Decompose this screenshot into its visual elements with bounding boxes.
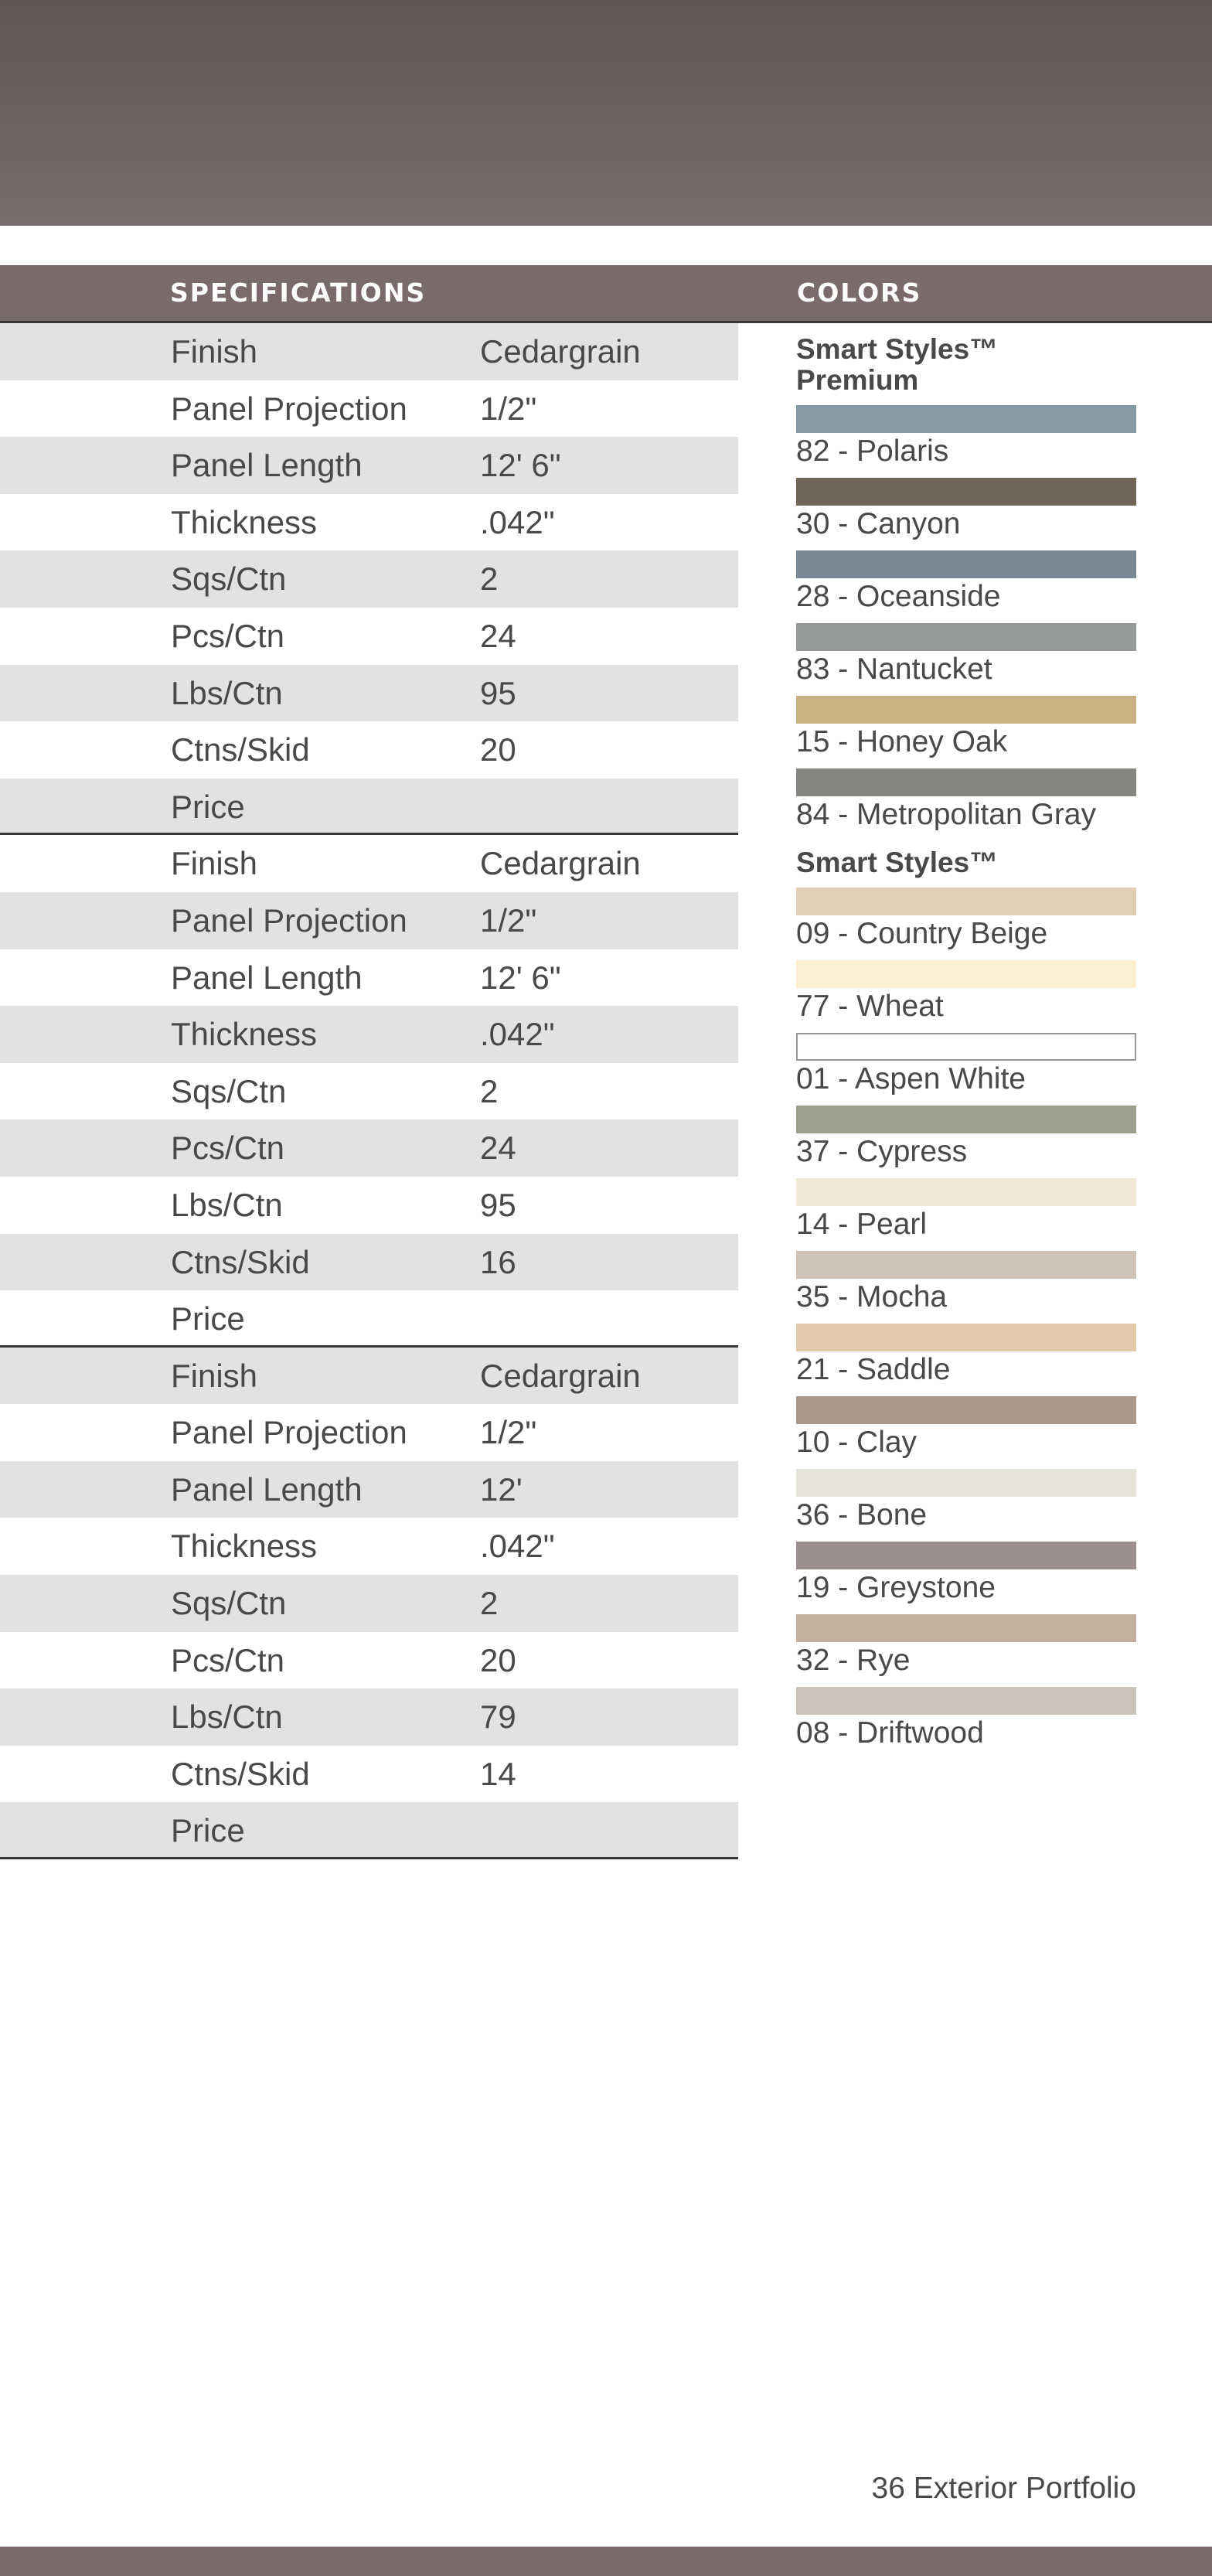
color-name: 83 - Nantucket: [796, 653, 992, 686]
color-swatch: [796, 1251, 1136, 1279]
color-swatch: [796, 1542, 1136, 1569]
color-swatch: [796, 1687, 1136, 1715]
spec-row: [0, 1234, 738, 1291]
spec-value: 2: [480, 1072, 499, 1109]
spec-label: Pcs/Ctn: [171, 1130, 285, 1167]
color-name: 84 - Metropolitan Gray: [796, 798, 1097, 831]
spec-value: .042": [480, 503, 555, 540]
spec-label: Price: [171, 1300, 245, 1337]
spec-row: [0, 1290, 738, 1348]
spec-label: Sqs/Ctn: [171, 1585, 287, 1622]
spec-label: Price: [171, 1812, 245, 1849]
spec-row: [0, 1575, 738, 1632]
spec-label: Panel Projection: [171, 390, 407, 427]
spec-value: 24: [480, 617, 516, 654]
color-swatch: [796, 1469, 1136, 1497]
spec-row: [0, 380, 738, 438]
spec-label: Panel Projection: [171, 901, 407, 939]
color-swatch: [796, 960, 1136, 988]
spec-row: [0, 1688, 738, 1746]
spec-row: [0, 608, 738, 665]
color-name: 82 - Polaris: [796, 434, 949, 468]
spec-row: [0, 949, 738, 1007]
spec-row: [0, 1461, 738, 1518]
color-swatch: [796, 1614, 1136, 1642]
color-name: 19 - Greystone: [796, 1571, 996, 1604]
spec-label: Panel Projection: [171, 1414, 407, 1451]
spec-row: [0, 892, 738, 949]
color-name: 15 - Honey Oak: [796, 725, 1008, 758]
color-group-title-line: Smart Styles™: [796, 333, 999, 365]
spec-row: [0, 779, 738, 836]
color-name: 10 - Clay: [796, 1426, 918, 1459]
spec-value: Cedargrain: [480, 845, 641, 882]
spec-row: [0, 1006, 738, 1063]
color-name: 09 - Country Beige: [796, 917, 1048, 950]
color-swatch: [796, 696, 1136, 724]
color-group-title-line: Smart Styles™: [796, 847, 999, 878]
colors-heading: COLORS: [797, 278, 922, 308]
color-swatch: [796, 550, 1136, 578]
spec-row: [0, 721, 738, 779]
spec-value: 1/2": [480, 1414, 537, 1451]
spec-label: Finish: [171, 333, 258, 370]
color-swatch: [796, 888, 1136, 915]
page-footer-label: 36 Exterior Portfolio: [871, 2472, 1136, 2505]
color-group-title: [796, 847, 1138, 878]
spec-value: 12': [480, 1470, 523, 1508]
spec-label: Ctns/Skid: [171, 1243, 310, 1280]
color-swatch: [796, 1396, 1136, 1424]
spec-label: Thickness: [171, 503, 318, 540]
spec-value: 14: [480, 1755, 516, 1792]
color-swatch: [796, 1033, 1136, 1061]
color-swatch: [796, 1178, 1136, 1206]
spec-row: [0, 1518, 738, 1575]
color-name: 36 - Bone: [796, 1498, 928, 1532]
color-name: 32 - Rye: [796, 1644, 911, 1677]
spec-row: [0, 835, 738, 892]
spec-value: 1/2": [480, 901, 537, 939]
color-name: 21 - Saddle: [796, 1353, 951, 1386]
spec-row: [0, 437, 738, 494]
color-name: 77 - Wheat: [796, 990, 944, 1023]
color-name: 14 - Pearl: [796, 1208, 928, 1241]
spec-value: .042": [480, 1016, 555, 1053]
spec-value: Cedargrain: [480, 1357, 641, 1394]
color-swatch: [796, 478, 1136, 506]
color-name: 08 - Driftwood: [796, 1716, 984, 1750]
spec-label: Finish: [171, 845, 258, 882]
spec-row: [0, 1063, 738, 1120]
spec-value: 20: [480, 731, 516, 768]
spec-row: [0, 1802, 738, 1859]
spec-label: Pcs/Ctn: [171, 617, 285, 654]
spec-row: [0, 1119, 738, 1177]
spec-row: [0, 665, 738, 722]
spec-row: [0, 550, 738, 608]
spec-value: 24: [480, 1130, 516, 1167]
spec-value: Cedargrain: [480, 333, 641, 370]
spec-label: Sqs/Ctn: [171, 561, 287, 598]
spec-row: [0, 494, 738, 551]
spec-row: [0, 1632, 738, 1689]
spec-value: .042": [480, 1528, 555, 1565]
spec-value: 2: [480, 561, 499, 598]
color-group-title-line: Premium: [796, 364, 919, 396]
spec-label: Ctns/Skid: [171, 1755, 310, 1792]
spec-label: Ctns/Skid: [171, 731, 310, 768]
specifications-heading: SPECIFICATIONS: [170, 278, 427, 308]
spec-label: Panel Length: [171, 959, 363, 996]
spec-row: [0, 323, 738, 380]
spec-row: [0, 1746, 738, 1803]
spec-value: 16: [480, 1243, 516, 1280]
spec-label: Sqs/Ctn: [171, 1072, 287, 1109]
color-name: 35 - Mocha: [796, 1280, 948, 1314]
specifications-table: [0, 323, 738, 1859]
spec-label: Thickness: [171, 1528, 318, 1565]
spec-label: Panel Length: [171, 1470, 363, 1508]
color-swatch: [796, 1324, 1136, 1351]
spec-value: 79: [480, 1699, 516, 1736]
color-swatch: [796, 1106, 1136, 1133]
spec-label: Lbs/Ctn: [171, 1699, 283, 1736]
color-name: 28 - Oceanside: [796, 580, 1001, 613]
spec-label: Lbs/Ctn: [171, 674, 283, 711]
spec-value: 12' 6": [480, 959, 561, 996]
spec-row: [0, 1404, 738, 1461]
spec-value: 20: [480, 1641, 516, 1678]
colors-list: [796, 323, 1138, 1750]
spec-value: 2: [480, 1585, 499, 1622]
spec-label: Price: [171, 788, 245, 825]
spec-label: Panel Length: [171, 447, 363, 484]
color-name: 37 - Cypress: [796, 1135, 968, 1168]
spec-label: Thickness: [171, 1016, 318, 1053]
spec-value: 95: [480, 1186, 516, 1223]
color-swatch: [796, 768, 1136, 796]
color-swatch: [796, 623, 1136, 651]
color-name: 01 - Aspen White: [796, 1062, 1026, 1095]
spec-label: Lbs/Ctn: [171, 1186, 283, 1223]
top-decorative-band: [0, 0, 1212, 226]
color-swatch: [796, 405, 1136, 433]
spec-value: 1/2": [480, 390, 537, 427]
spec-value: 12' 6": [480, 447, 561, 484]
spec-row: [0, 1348, 738, 1405]
bottom-decorative-band: [0, 2547, 1212, 2576]
spec-label: Finish: [171, 1357, 258, 1394]
section-header-bar: [0, 265, 1212, 323]
color-name: 30 - Canyon: [796, 507, 961, 540]
color-group-title: [796, 334, 1138, 396]
spec-label: Pcs/Ctn: [171, 1641, 285, 1678]
spec-row: [0, 1177, 738, 1234]
spec-value: 95: [480, 674, 516, 711]
